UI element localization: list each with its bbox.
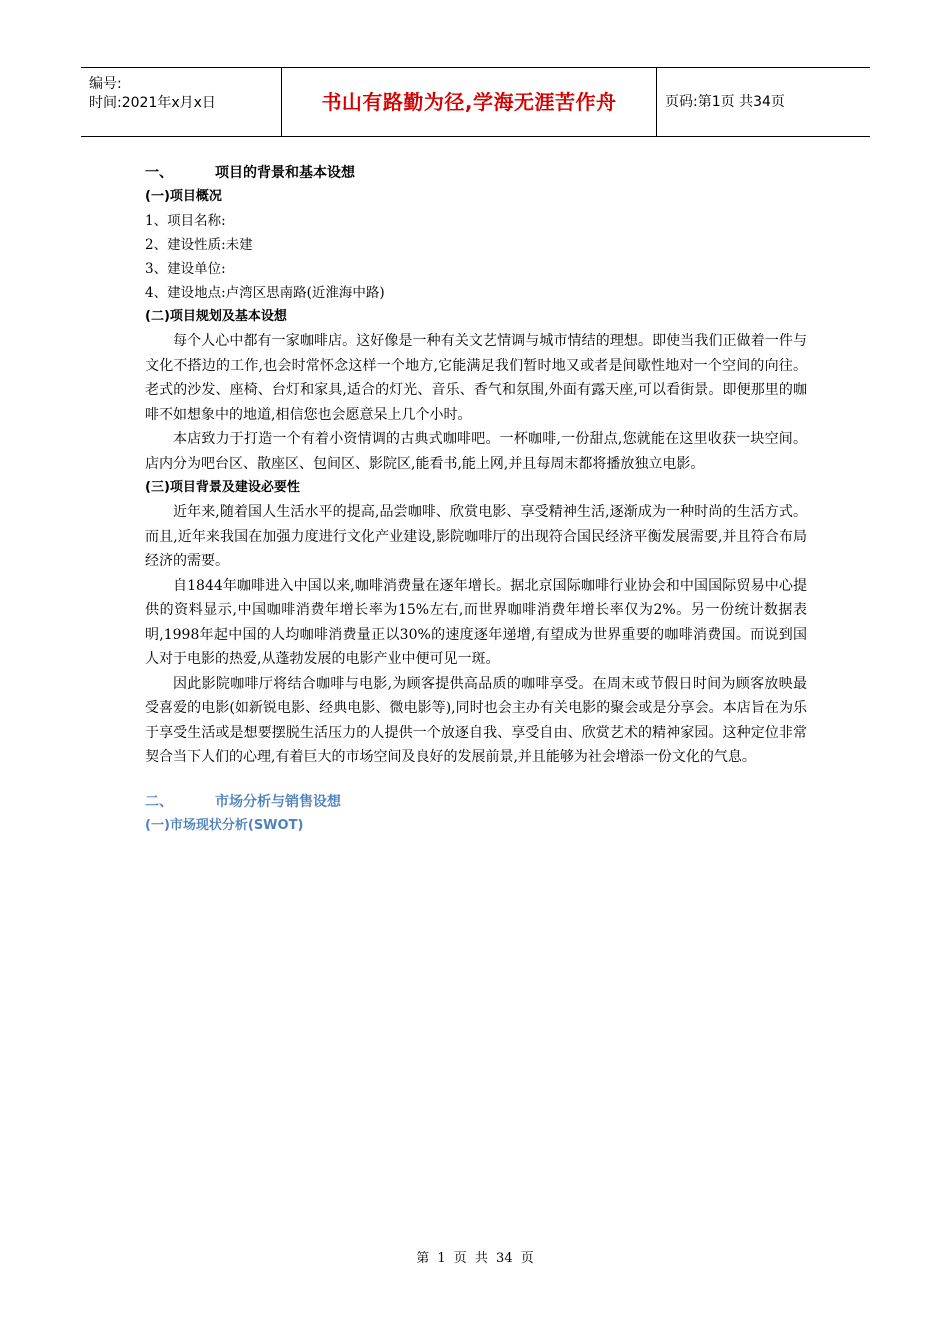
section-title: 项目的背景和基本设想 (215, 165, 355, 181)
list-item: 2、建设性质:未建 (145, 237, 253, 253)
list-item: 3、建设单位: (145, 261, 226, 277)
subsection-heading: (二)项目规划及基本设想 (145, 309, 287, 324)
paragraph: 自1844年咖啡进入中国以来,咖啡消费量在逐年增长。据北京国际咖啡行业协会和中国国际贸易中心提供的资料显示,中国咖啡消费年增长率为15%左右,而世界咖啡消费年增长率仅为2%。另一份统计数据表明,1998年起中国的人均咖啡消费量正以30%的速度逐年递增,有望成为世界重要的咖啡消费国。而说到国人对于电影的热爱,从蓬勃发展的电影产业中便可见一斑。 (145, 577, 807, 667)
paragraph: 本店致力于打造一个有着小资情调的古典式咖啡吧。一杯咖啡,一份甜点,您就能在这里收获一块空间。店内分为吧台区、散座区、包间区、影院区,能看书,能上网,并且每周末都将播放独立电影。 (145, 431, 807, 472)
section-number: 二、 (145, 793, 173, 810)
section-spacer (145, 770, 807, 790)
page-header (81, 67, 870, 137)
section-title: 市场分析与销售设想 (215, 793, 341, 810)
list-item: 1、项目名称: (145, 213, 226, 229)
date-label: 时间:2021年x月x日 (89, 95, 216, 111)
header-page-info: 页码:第1页 共34页 (665, 94, 785, 110)
header-motto: 书山有路勤为径,学海无涯苦作舟 (282, 68, 657, 136)
code-label: 编号: (89, 76, 122, 92)
paragraph: 近年来,随着国人生活水平的提高,品尝咖啡、欣赏电影、享受精神生活,逐渐成为一种时尚的生活方式。而且,近年来我国在加强力度进行文化产业建设,影院咖啡厅的出现符合国民经济平衡发展需要,并且符合布局经济的需要。 (145, 504, 807, 569)
list-item: 4、建设地点:卢湾区思南路(近淮海中路) (145, 285, 385, 301)
header-meta-cell (81, 68, 282, 136)
subsection-heading: (一)市场现状分析(SWOT) (145, 817, 304, 833)
paragraph: 每个人心中都有一家咖啡店。这好像是一种有关文艺情调与城市情结的理想。即使当我们正做着一件与文化不搭边的工作,也会时常怀念这样一个地方,它能满足我们暂时地又或者是间歇性地对一个空间的向往。老式的沙发、座椅、台灯和家具,适合的灯光、音乐、香气和氛围,外面有露天座,可以看街景。即便那里的咖啡不如想象中的地道,相信您也会愿意呆上几个小时。 (145, 333, 807, 423)
subsection-heading: (三)项目背景及建设必要性 (145, 480, 300, 495)
subsection-heading: (一)项目概况 (145, 189, 222, 204)
section-heading-2 (145, 790, 807, 814)
document-body (145, 161, 807, 838)
page-footer: 第 1 页 共 34 页 (416, 1251, 534, 1266)
section-number: 一、 (145, 165, 173, 181)
section-heading-1 (145, 161, 807, 185)
paragraph: 因此影院咖啡厅将结合咖啡与电影,为顾客提供高品质的咖啡享受。在周末或节假日时间为顾客放映最受喜爱的电影(如新锐电影、经典电影、微电影等),同时也会主办有关电影的聚会或是分享会。本店旨在为乐于享受生活或是想要摆脱生活压力的人提供一个放逐自我、享受自由、欣赏艺术的精神家园。这种定位非常契合当下人们的心理,有着巨大的市场空间及良好的发展前景,并且能够为社会增添一份文化的气息。 (145, 675, 807, 765)
